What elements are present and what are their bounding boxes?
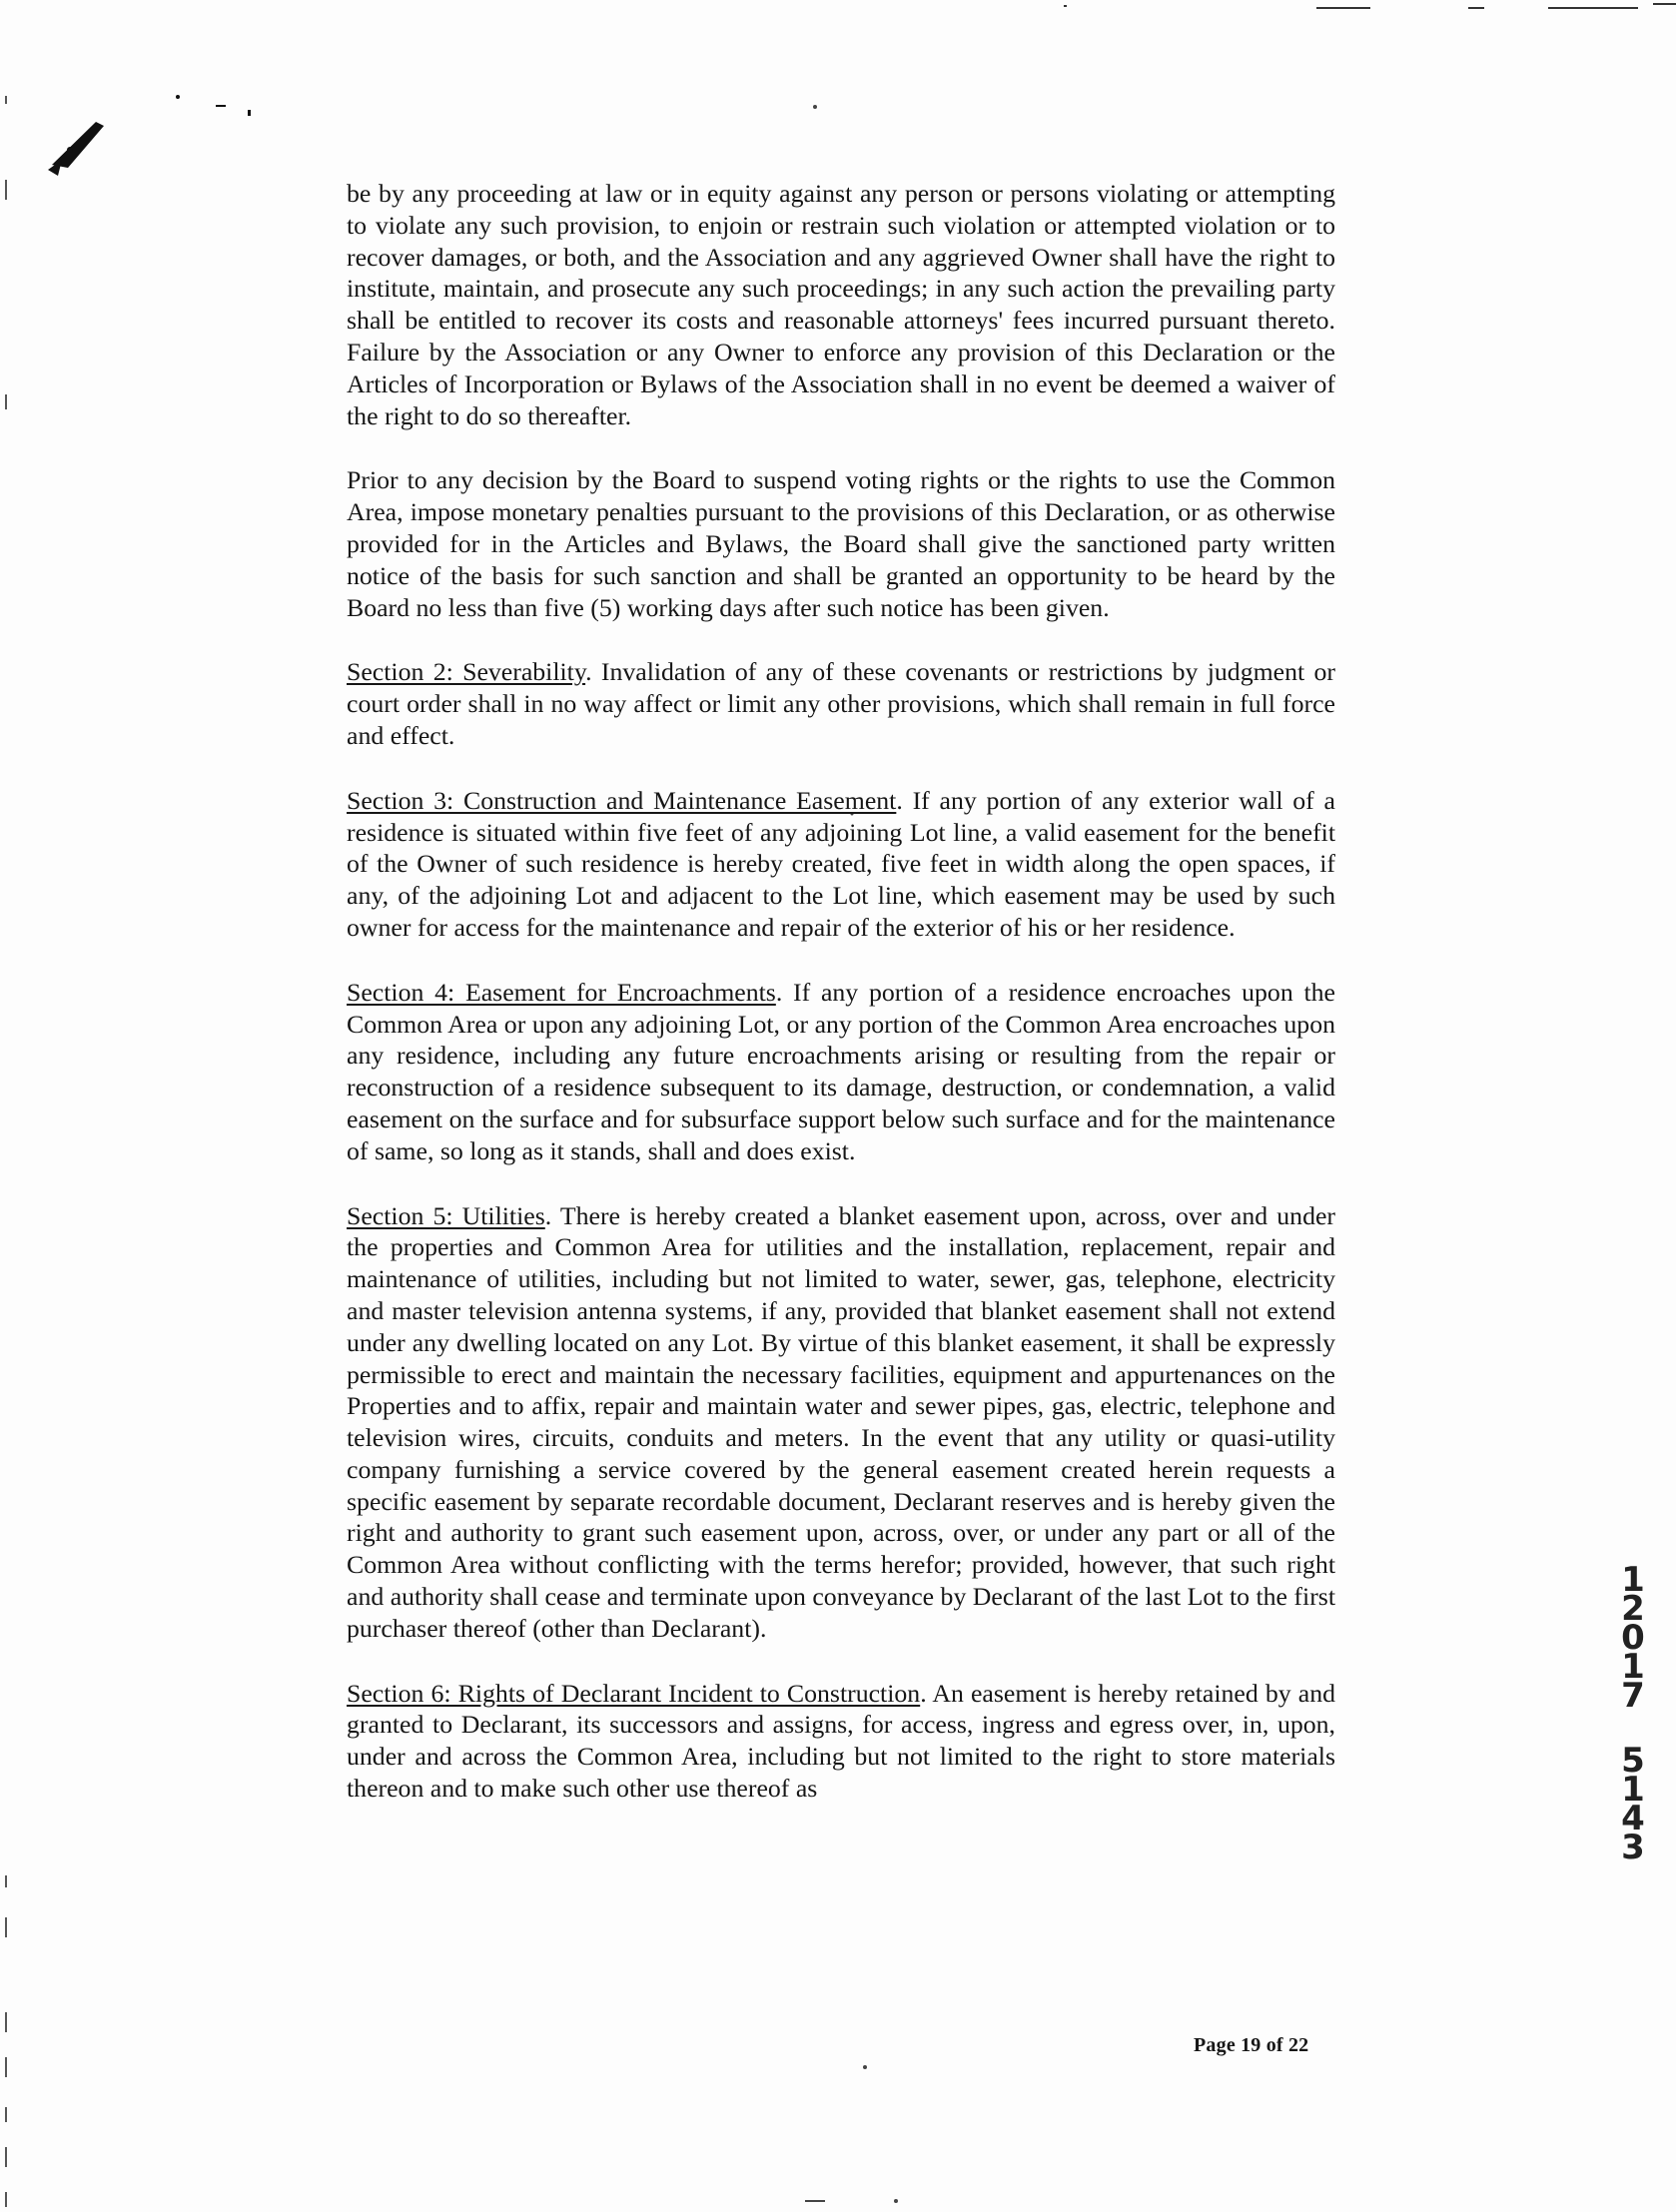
section-heading: Section 5: Utilities [347, 1200, 545, 1230]
section-heading: Section 4: Easement for Encroachments [347, 977, 776, 1007]
paragraph-text: . Invalidation of any of these covenants or restrictions by judgment or court order shall in no way affect or limit any other provisions, which shall remain in full force and effect. [347, 657, 1335, 750]
section-3-construction-easement [347, 785, 1335, 944]
paragraph-text: be by any proceeding at law or in equity against any person or persons violating or attempting to violate any such provision, to enjoin or restrain such violation or attempted violation or to recover damages, or both, and the Association and any aggrieved Owner shall have the right to institute, maintain, and prosecute any such proceedings; in any such action the prevailing party shall be entitled to recover its costs and reasonable attorneys' fees incurred pursuant thereto. Failure by the Association or any Owner to enforce any provision of this Declaration or the Articles of Incorporation or Bylaws of the Association shall in no event be deemed a waiver of the right to do so thereafter. [347, 179, 1335, 430]
stamp-digit: 5 [1621, 1741, 1645, 1781]
paragraph-enforcement [347, 178, 1335, 431]
stamp-digit: 0 [1621, 1618, 1645, 1658]
section-heading: Section 3: Construction and Maintenance Easement [347, 785, 897, 815]
paragraph-text: Prior to any decision by the Board to suspend voting rights or the rights to use the Common Area, impose monetary penalties pursuant to the provisions of this Declaration, or as otherwise provided for in the Articles and Bylaws, the Board shall give the sanctioned party written notice of the basis for such sanction and shall be granted an opportunity to be heard by the Board no less than five (5) working days after such notice has been given. [347, 465, 1335, 622]
document-body [347, 178, 1335, 1838]
paragraph-notice [347, 464, 1335, 623]
stamp-digit: 1 [1621, 1647, 1645, 1687]
paragraph-text: . An easement is hereby retained by and granted to Declarant, its successors and assigns, for access, ingress and egress over, in, upon, under and across the Common Area, including but not limited to the right to store materials thereon and to make such other use thereof as [347, 1678, 1335, 1804]
stamp-digit: 4 [1621, 1799, 1645, 1839]
section-2-severability [347, 656, 1335, 751]
stamp-digit: 3 [1621, 1828, 1645, 1867]
paragraph-text: . If any portion of a residence encroaches upon the Common Area or upon any adjoining Lot, or any portion of the Common Area encroaches upon any residence, including any future encroachments arising or resulting from the repair or reconstruction of a residence subsequent to its damage, destruction, or condemnation, a valid easement on the surface and for subsurface support below such surface and for the maintenance of same, so long as it stands, shall and does exist. [347, 977, 1335, 1165]
section-6-declarant-rights [347, 1678, 1335, 1805]
stamp-digit: 1 [1621, 1770, 1645, 1810]
stamp-digit: 7 [1621, 1676, 1645, 1716]
recording-number-stamp [1613, 1560, 1653, 1867]
paragraph-text: . If any portion of any exterior wall of a residence is situated within five feet of any adjoining Lot line, a valid easement for the benefit of the Owner of such residence is hereby created, five feet in width along the open spaces, if any, of the adjoining Lot and adjacent to the Lot line, which easement may be used by such owner for access for the maintenance and repair of the exterior of his or her residence. [347, 785, 1335, 942]
stamp-digit: 1 [1621, 1560, 1645, 1600]
section-4-encroachments [347, 977, 1335, 1167]
stamp-digit: 2 [1621, 1589, 1645, 1629]
paragraph-text: . There is hereby created a blanket easement upon, across, over and under the properties and Common Area for utilities and the installation, replacement, repair and maintenance of utilities, including but not limited to water, sewer, gas, telephone, electricity and master television antenna systems, if any, provided that blanket easement shall not extend under any dwelling located on any Lot. By virtue of this blanket easement, it shall be expressly permissible to erect and maintain the necessary facilities, equipment and appurtenances on the Properties and to affix, repair and maintain water and sewer pipes, gas, electric, telephone and television wires, circuits, conduits and meters. In the event that any utility or quasi-utility company furnishing a service covered by the general easement created herein requests a specific easement by separate recordable document, Declarant reserves and is hereby given the right and authority to grant such easement upon, across, over, or under any part or all of the Common Area without conflicting with the terms herefor; provided, however, that such right and authority shall cease and terminate upon conveyance by Declarant of the last Lot to the first purchaser thereof (other than Declarant). [347, 1200, 1336, 1643]
section-heading: Section 6: Rights of Declarant Incident to Construction [347, 1678, 921, 1708]
section-5-utilities [347, 1200, 1335, 1645]
section-heading: Section 2: Severability [347, 657, 586, 687]
page-number: Page 19 of 22 [1194, 2034, 1309, 2056]
